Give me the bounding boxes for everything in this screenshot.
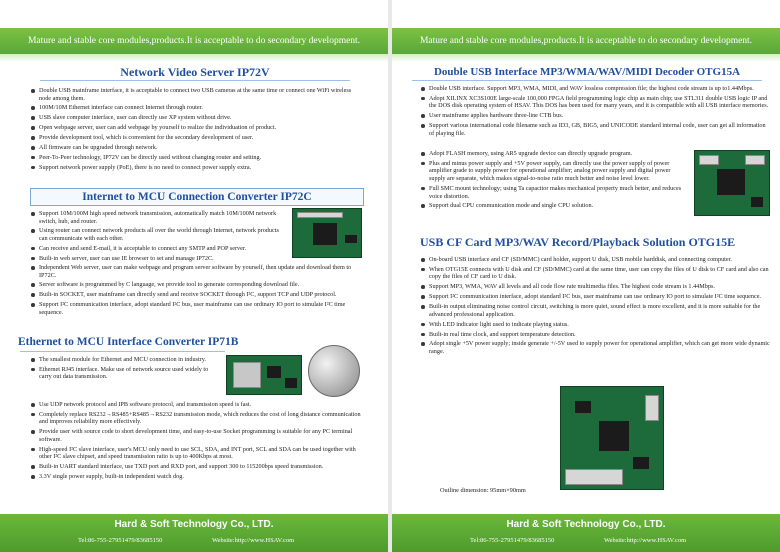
list-item: Built-in web server, user can use IE browser to set and manage IP72C. (30, 255, 286, 263)
list-item: When OTG15E connects with U disk and CF (SD/MMC) card at the same time, user can copy the files of U disk to CF card and also can copy the files of CF card to U disk. (420, 266, 772, 281)
list-item: Adopt XILINX XC3S100E large-scale 100,000 FPGA field programming logic chip as main chip; use STL311 double USB logic IP and the DOS disk operating system of HSAV. This DOS has been used for many years, and it is compatible with all USB interface memories. (420, 95, 772, 110)
list-item: Independent Web server, user can make webpage and program server software by yourself, then update and download them to IP72C. (30, 264, 364, 279)
list-item: User mainframe applies hardware three-line CTB bus. (420, 112, 772, 120)
left-page (0, 0, 388, 552)
tagline-banner: Mature and stable core modules,products.It is acceptable to do secondary development. (0, 28, 388, 54)
list-item: With LED indicator light used to indicate playing status. (420, 321, 772, 329)
section-title-ip71b: Ethernet to MCU Interface Converter IP71B (18, 336, 239, 348)
ip72c-board-photo (292, 208, 362, 258)
ip71b-feature-list-top (30, 356, 212, 383)
top-band (392, 0, 780, 28)
telephone: Tel:86-755-27951479/83685150 (470, 537, 555, 544)
list-item: Support 10M/100M high speed network transmission, automatically match 10M/100M network switch, hub, and router. (30, 210, 286, 225)
list-item: The smallest module for Ethernet and MCU connection in industry. (30, 356, 212, 364)
list-item: Double USB interface. Support MP3, WMA, MIDI, and WAV lossless compression file; the highest code stream is up to1.44Mbps. (420, 85, 772, 93)
ip71b-feature-list-bottom (30, 401, 364, 483)
banner-fade (392, 54, 780, 62)
company-name: Hard & Soft Technology Co., LTD. (114, 519, 274, 530)
section-divider (20, 351, 225, 352)
list-item: 100M/10M Ethernet interface can connect Internet through router. (30, 104, 364, 112)
list-item: Support MP3, WMA, WAV all levels and all code flow rate multimedia files. The highest code stream is 1.44Mbps. (420, 283, 772, 291)
list-item: Ethernet RJ45 interface. Make use of network source used widely to carry out data transmission. (30, 366, 212, 381)
section-title-ip72c: Internet to MCU Connection Converter IP72C (30, 188, 364, 206)
list-item: Plus and minus power supply and +5V power supply, can directly use the power supply of power amplifier grade to supply power for operational amplifier; analog power supply and digital power supply are separate, which makes signal-to-noise ratio much better and noise level lower. (420, 160, 688, 183)
list-item: Full SMC mount technology; using Ta capacitor makes mechanical property much better, and reduces voice distortion. (420, 185, 688, 200)
section-title-ip72v: Network Video Server IP72V (40, 63, 350, 81)
telephone: Tel:86-755-27951479/83685150 (78, 537, 163, 544)
tagline-banner: Mature and stable core modules,products.It is acceptable to do secondary development. (392, 28, 780, 54)
outline-dimension-caption: Outline dimension: 95mm×90mm (440, 487, 526, 494)
list-item: Peer-To-Peer technology, IP72V can be directly used without changing router and setting. (30, 154, 364, 162)
list-item: Double USB mainframe interface, it is acceptable to connect two USB cameras at the same time or connect one WiFi wireless node among them. (30, 87, 364, 102)
list-item: Support I²C communication interface, adopt standard I²C bus, user mainframe can use ordinary IO port to simulate I²C time sequence. (420, 293, 772, 301)
list-item: Completely replace RS232→RS485+RS485→RS232 transmission mode, which reduces the cost of long distance communication and improves reliability more effectively. (30, 411, 364, 426)
otg15e-board-photo (560, 386, 664, 490)
right-page (392, 0, 780, 552)
list-item: Adopt FLASH memory, using AR5 upgrade device can directly upgrade program. (420, 150, 688, 158)
ip72v-feature-list (30, 87, 364, 174)
list-item: Provide user with source code to short development time, and easy-to-use Socket programming is suitable for any PC terminal software. (30, 428, 364, 443)
otg15e-feature-list (420, 256, 772, 358)
list-item: Support network power supply (PoE), there is no need to connect power supply extra. (30, 164, 364, 172)
coin-size-reference (308, 345, 360, 397)
list-item: USB slave computer interface, user can directly use XP system without drive. (30, 114, 364, 122)
list-item: 3.3V single power supply, built-in independent watch dog. (30, 473, 364, 481)
list-item: Use UDP network protocol and IPB software protocol, and transmission speed is fast. (30, 401, 364, 409)
list-item: Built-in real time clock, and support temperature detection. (420, 331, 772, 339)
list-item: Can receive and send E-mail, it is acceptable to connect any SMTP and POP server. (30, 245, 286, 253)
list-item: Using router can connect network products all over the world through Internet, network products can communicate with each other. (30, 227, 286, 242)
list-item: Open webpage server, user can add webpage by yourself to realize the individuation of product. (30, 124, 364, 132)
section-title-otg15e: USB CF Card MP3/WAV Record/Playback Solution OTG15E (420, 235, 736, 249)
otg15a-feature-list-top (420, 85, 772, 140)
list-item: Provide development tool, which is convenient for the secondary development of user. (30, 134, 364, 142)
banner-fade (0, 54, 388, 62)
list-item: All firmware can be upgraded through network. (30, 144, 364, 152)
list-item: Adopt single +5V power supply; inside generate +/-5V used to supply power for operational amplifier, which can get more wide dynamic range. (420, 340, 772, 355)
ip72c-feature-list-top (30, 210, 286, 265)
list-item: Support various international code filename such as ID3, GB, BIG5, and UNICODE standard internal code, user can get all information of playing file. (420, 122, 772, 137)
website: Website:http://www.HSAV.com (212, 537, 295, 544)
list-item: Built-in SOCKET, user mainframe can directly send and receive SOCKET through I²C, support TCP and UDP protocol. (30, 291, 364, 299)
top-band (0, 0, 388, 28)
section-title-otg15a: Double USB Interface MP3/WMA/WAV/MIDI Decoder OTG15A (412, 63, 762, 81)
list-item: Server software is programmed by C language, we provide tool to generate corresponding download file. (30, 281, 364, 289)
footer-left (0, 514, 388, 552)
otg15a-board-photo (694, 150, 770, 216)
ip71b-board-photo (226, 355, 302, 395)
list-item: High-speed I²C slave interface, user's MCU only need to use SCL, SDA, and INT port, SCL and SDA can be used together with other I²C slave chipset, and speed transmission ratio is up to 400Kbps at most. (30, 446, 364, 461)
list-item: On-board USB interface and CF (SD/MMC) card holder, support U disk, USB mobile harddisk, and connecting computer. (420, 256, 772, 264)
company-name: Hard & Soft Technology Co., LTD. (506, 519, 666, 530)
footer-right (392, 514, 780, 552)
list-item: Support dual CPU communication mode and single CPU solution. (420, 202, 688, 210)
list-item: Built-in UART standard interface, use TXD port and RXD port, and support 300 to 115200bps speed transmission. (30, 463, 364, 471)
list-item: Support I²C communication interface, adopt standard I²C bus, user mainframe can use ordinary IO port to simulate I²C time sequence. (30, 301, 364, 316)
list-item: Built-in output eliminating noise control circuit, switching is more quiet, sound effect is more excellent, and it is more suitable for the advanced professional application. (420, 303, 772, 318)
otg15a-feature-list-bottom (420, 150, 688, 212)
ip72c-feature-list-bottom (30, 264, 364, 319)
website: Website:http://www.HSAV.com (604, 537, 687, 544)
